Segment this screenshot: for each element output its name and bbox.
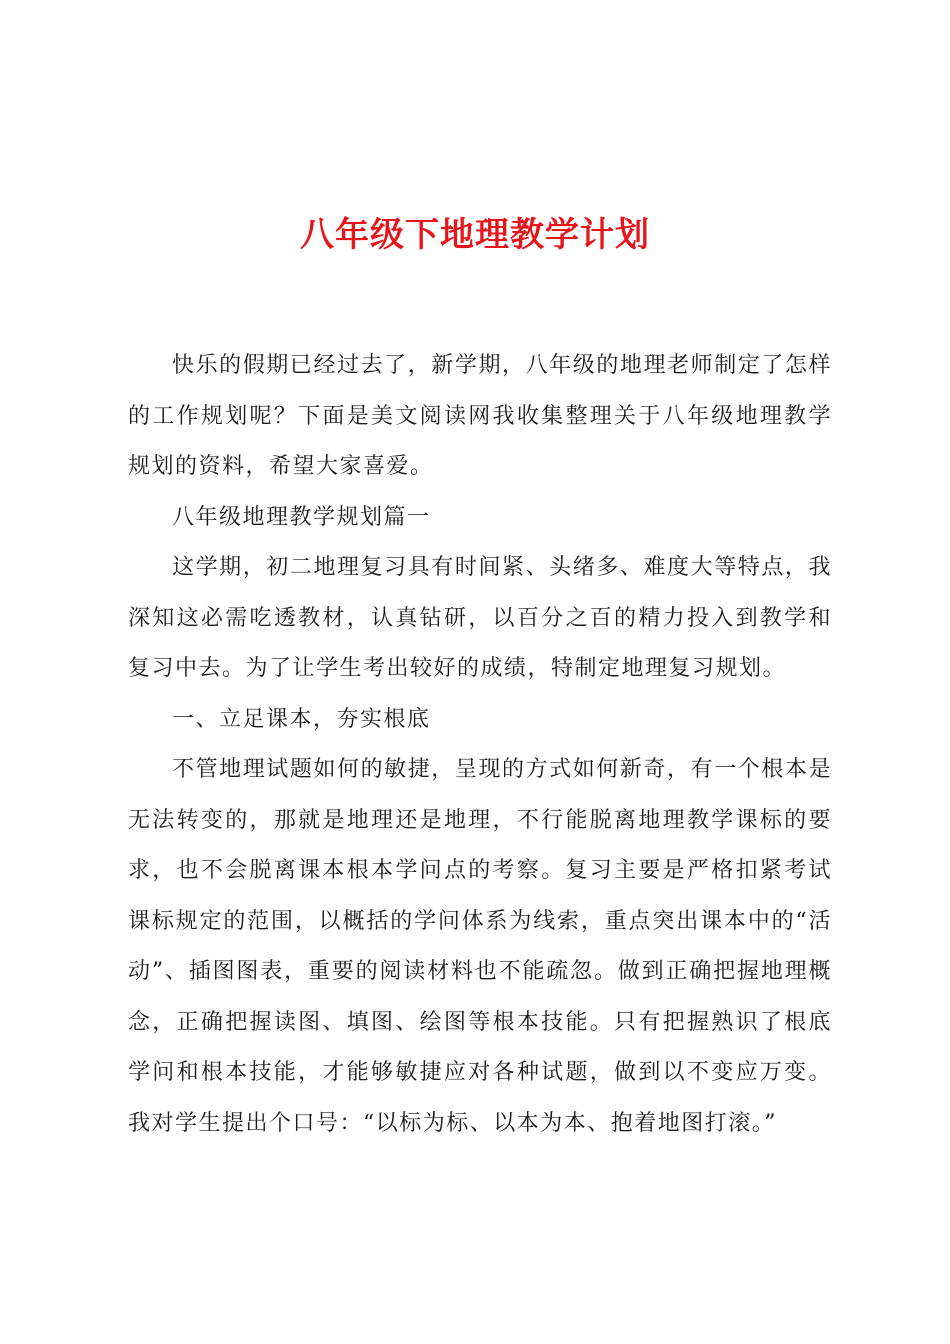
- foundation-paragraph: 不管地理试题如何的敏捷，呈现的方式如何新奇，有一个根本是无法转变的，那就是地理还是地理，不行能脱离地理教学课标的要求，也不会脱离课本根本学问点的考察。复习主要是严格扣紧考试课标规定的范围，以概括的学问体系为线索，重点突出课本中的“活动”、插图图表，重要的阅读材料也不能疏忽。做到正确把握地理概念，正确把握读图、填图、绘图等根本技能。只有把握熟识了根底学问和根本技能，才能够敏捷应对各种试题，做到以不变应万变。我对学生提出个口号：“以标为标、以本为本、抱着地图打滚。”: [128, 757, 832, 1136]
- section-heading-foundation: 一、立足课本，夯实根底: [172, 706, 431, 732]
- document-body: [128, 341, 832, 1149]
- intro-paragraph: 快乐的假期已经过去了，新学期，八年级的地理老师制定了怎样的工作规划呢？下面是美文阅读网我收集整理关于八年级地理教学规划的资料，希望大家喜爱。: [128, 353, 832, 479]
- document-title: 八年级下地理教学计划: [300, 215, 650, 255]
- plan-intro-paragraph: 这学期，初二地理复习具有时间紧、头绪多、难度大等特点，我深知这必需吃透教材，认真钻研，以百分之百的精力投入到教学和复习中去。为了让学生考出较好的成绩，特制定地理复习规划。: [128, 555, 832, 681]
- section-heading-plan-one: 八年级地理教学规划篇一: [172, 504, 431, 530]
